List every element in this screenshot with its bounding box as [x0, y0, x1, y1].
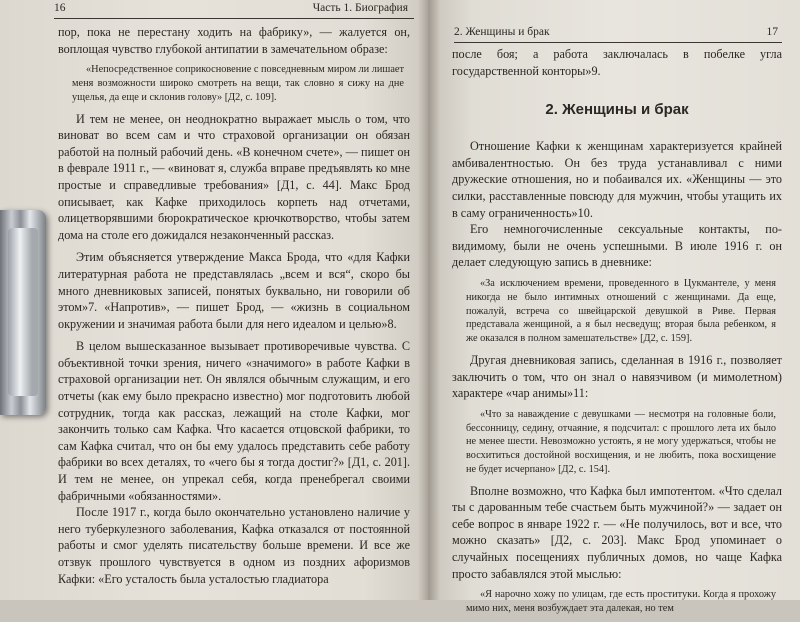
paragraph: Этим объясняется утверждение Макса Брода, что «для Кафки литературная работа не представлялась „всем и вся“, скоро бы много дневниковых записей, понятых буквально, ни говорили об этом»7. «Напротив», — пишет Брод, — «жизнь в социальном окружении и значимая работа были для него идеалом и целью»8. [58, 250, 410, 331]
paragraph: В целом вышесказанное вызывает противоречивые чувства. С объективной точки зрения, ничего «значимого» в работе Кафки в страховой организации нет. Он являлся обычным служащим, и его отчеты (как ему было прекрасно известно) мог подготовить любой сотрудник, тогда как рассказ, лежащий на столе Кафки, мог закончить только сам Кафка. Что касается отцовской фабрики, то сам Кафка считал, что он бы ему удалось представить себе работу фабрики во всех деталях, то «чего бы я тогда достиг?» [Д1, с. 201]. И тем не менее, он упрекал себя, когда пренебрегал своими фабричными «обязанностями». [58, 339, 410, 503]
block-quote: «За исключением времени, проведенного в Цукмантеле, у меня никогда не было интимных отношений с женщинами. Да еще, пожалуй, встреча со швейцарской девушкой в Риве. Первая представала женщиной, а я был несведущ; вторая была ребенком, я же оказался в полном замешательстве» [Д2, с. 159]. [466, 277, 776, 345]
paragraph: Его немногочисленные сексуальные контакты, по-видимому, были не очень успешными. В июле 1916 г. он делает следующую запись в дневнике: [452, 222, 782, 270]
paragraph: И тем не менее, он неоднократно выражает мысль о том, что виноват во всем сам и что страховой организации он обязан работой на полный рабочий день. «В конечном счете», — пишет он в феврале 1911 г., — «виноват я, служба вправе предъявлять ко мне простые и справедливые требования» [Д1, с. 44]. Макс Брод описывает, как Кафке приходилось корпеть над отчетами, олицетворявшими бюрократическое крючкотворство, чтобы затем дома на столе его дожидался незаконченный рассказ. [58, 111, 410, 242]
left-page-number: 16 [54, 2, 66, 14]
paragraph: После 1917 г., когда было окончательно установлено наличие у него туберкулезного заболевания, Кафка отказался от постоянной работы и смог уделять писательству больше времени. И все же отзвук прошлого чувствуется в одном из поздних афоризмов Кафки: «Его усталость была усталостью гладиатора [58, 505, 410, 586]
right-page [428, 0, 800, 615]
right-running-header [454, 26, 782, 43]
block-quote: «Я нарочно хожу по улицам, где есть проституки. Когда я прохожу мимо них, меня возбуждает эта далекая, но тем [466, 589, 776, 615]
chapter-title: 2. Женщины и брак [545, 101, 689, 119]
block-quote: «Непосредственное соприкосновение с повседневным миром ли лишает меня возможности широко смотреть на вещи, так словно я сижу на дне ущелья, да еще и склонив голову» [Д2, с. 109]. [72, 64, 404, 103]
continuation-text: после боя; а работа заключалась в побелке угла государственной конторы»9. [452, 47, 782, 78]
book-gutter [418, 0, 440, 600]
metal-clip [0, 210, 46, 415]
paragraph: пор, пока не перестану ходить на фабрику», — жалуется он, воплощая чувство глубокой антипатии в замечательном образе: [58, 25, 410, 56]
left-text-column [58, 24, 410, 587]
paragraph: Другая дневниковая запись, сделанная в 1916 г., позволяет заключить о том, что он знал о навязчивом (и мимолетном) характере «чар анимы»11: [452, 352, 782, 401]
left-running-header [54, 2, 414, 19]
left-running-title: Часть 1. Биография [312, 2, 408, 14]
right-page-number: 17 [766, 26, 778, 38]
paragraph: Вполне возможно, что Кафка был импотентом. «Что сделал ты с дарованным тебе счастьем быть мужчиной?» — задает он себе вопрос в январе 1922 г. — «Не получилось, вот и все, что можно сказать» [Д2, с. 203]. Макс Брод упоминает о случайных посещениях публичных домов, но чаще Кафка просто забавлялся этой мыслью: [452, 483, 782, 581]
paragraph: Отношение Кафки к женщинам характеризуется крайней амбивалентностью. Он без труда устанавливал с ними дружеские отношения, но и побаивался их. «Женщины — это силки, расставленные повсюду для мужчин, чтобы утащить их в саму ограниченность»10. [452, 139, 782, 220]
right-running-title: 2. Женщины и брак [454, 26, 550, 38]
block-quote: «Что за наваждение с девушками — несмотря на головные боли, бессонницу, седину, отчаяние, я подсчитал: с прошлого лета их было не менее шести. Невозможно устоять, я не могу удержаться, чтобы не восхититься достойной восхищения, и не любить, пока восхищение не будет исчерпано» [Д2, с. 154]. [466, 408, 776, 475]
right-text-column [452, 46, 782, 622]
